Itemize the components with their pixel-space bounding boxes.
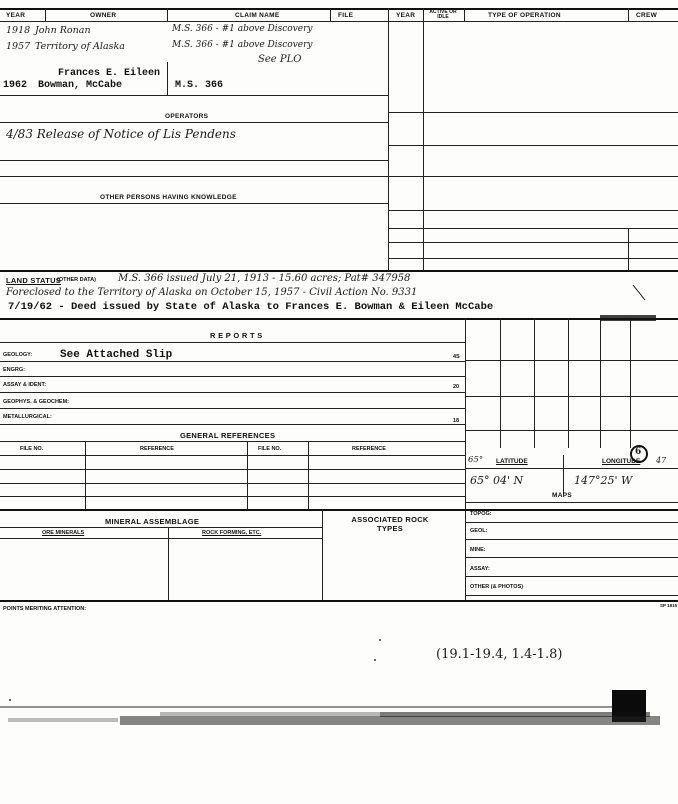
land-status-line-2: Foreclosed to the Territory of Alaska on October 15, 1957 - Civil Action No. 9331 [6, 287, 418, 298]
owner-row-4-owner: Frances E. Eileen [58, 68, 161, 79]
owner-row-3-claim: See PLO [258, 54, 302, 65]
longitude-value: 147°25' W [574, 474, 633, 487]
circled-number: 6 [635, 447, 642, 457]
year-header-2: YEAR [396, 12, 416, 19]
active-idle-header: ACTIVE OR IDLE [429, 9, 457, 20]
longitude-suffix: 47 [656, 456, 667, 465]
maps-geol-label: GEOL: [470, 528, 488, 534]
assay-ident-label: ASSAY & IDENT: [3, 382, 47, 388]
owner-row-1-claim: M.S. 366 - #1 above Discovery [172, 24, 313, 34]
geophys-geochem-label: GEOPHYS. & GEOCHEM: [3, 399, 70, 405]
longitude-label: LONGITUDE [602, 458, 641, 465]
engrg-label: ENGRG: [3, 367, 25, 373]
owner-row-2-claim: M.S. 366 - #1 above Discovery [172, 40, 313, 50]
latitude-value: 65° 04' N [470, 474, 524, 487]
maps-topog-label: TOPOG: [470, 511, 492, 517]
maps-mine-label: MINE: [470, 547, 486, 553]
metallurgical-label: METALLURGICAL: [3, 414, 52, 420]
operators-entry: 4/83 Release of Notice of Lis Pendens [6, 127, 236, 141]
owner-row-2-year: 1957 [6, 41, 31, 52]
crew-header: CREW [636, 12, 658, 19]
maps-other-label: OTHER (& PHOTOS) [470, 584, 524, 590]
year-header: YEAR [6, 12, 26, 19]
geology-value: See Attached Slip [60, 349, 173, 361]
reports-number-1: 4S [453, 354, 460, 360]
land-status-sublabel: (OTHER DATA) [57, 277, 96, 283]
owner-row-1-owner: John Ronan [35, 25, 91, 36]
type-of-operation-header: TYPE OF OPERATION [488, 12, 561, 19]
form-number: SP 1815 [660, 603, 678, 608]
latitude-label: LATITUDE [496, 458, 528, 465]
latitude-degree-prefix: 65° [468, 455, 484, 465]
associated-rock-types-header: ASSOCIATED ROCK TYPES [351, 515, 429, 533]
reports-number-3: 18 [453, 418, 460, 424]
ore-minerals-header: ORE MINERALS [42, 530, 85, 536]
reference-header-1: REFERENCE [140, 446, 174, 452]
maps-assay-label: ASSAY: [470, 566, 490, 572]
owner-row-2-owner: Territory of Alaska [35, 41, 125, 52]
reports-number-2: 20 [453, 384, 460, 390]
land-status-line-3: 7/19/62 - Deed issued by State of Alaska to Frances E. Bowman & Eileen McCabe [8, 301, 494, 313]
owner-row-5-owner: Bowman, McCabe [38, 80, 123, 91]
operators-title: OPERATORS [165, 113, 209, 120]
maps-title: MAPS [552, 492, 572, 499]
rock-forming-header: ROCK FORMING, ETC. [202, 530, 262, 536]
land-status-line-1: M.S. 366 issued July 21, 1913 - 15.60 acres; Pat# 347958 [118, 273, 411, 284]
general-references-title: GENERAL REFERENCES [180, 431, 276, 440]
file-no-header-2: FILE NO. [258, 446, 282, 452]
mineral-assemblage-title: MINERAL ASSEMBLAGE [105, 517, 200, 526]
claim-name-header: CLAIM NAME [235, 12, 280, 19]
reference-header-2: REFERENCE [352, 446, 386, 452]
owner-row-5-claim: M.S. 366 [175, 80, 224, 91]
file-no-header-1: FILE NO. [20, 446, 44, 452]
points-meriting-attention-label: POINTS MERITING ATTENTION: [3, 606, 87, 612]
geology-label: GEOLOGY: [3, 352, 33, 358]
file-header: FILE [338, 12, 354, 19]
other-persons-title: OTHER PERSONS HAVING KNOWLEDGE [100, 194, 237, 201]
reports-title: R E P O R T S [210, 331, 263, 340]
handwritten-annotation: (19.1-19.4, 1.4-1.8) [436, 647, 563, 662]
land-status-label: LAND STATUS [6, 276, 62, 285]
owner-row-1-year: 1918 [6, 25, 31, 36]
owner-header: OWNER [90, 12, 117, 19]
owner-row-5-year: 1962 [3, 80, 28, 91]
